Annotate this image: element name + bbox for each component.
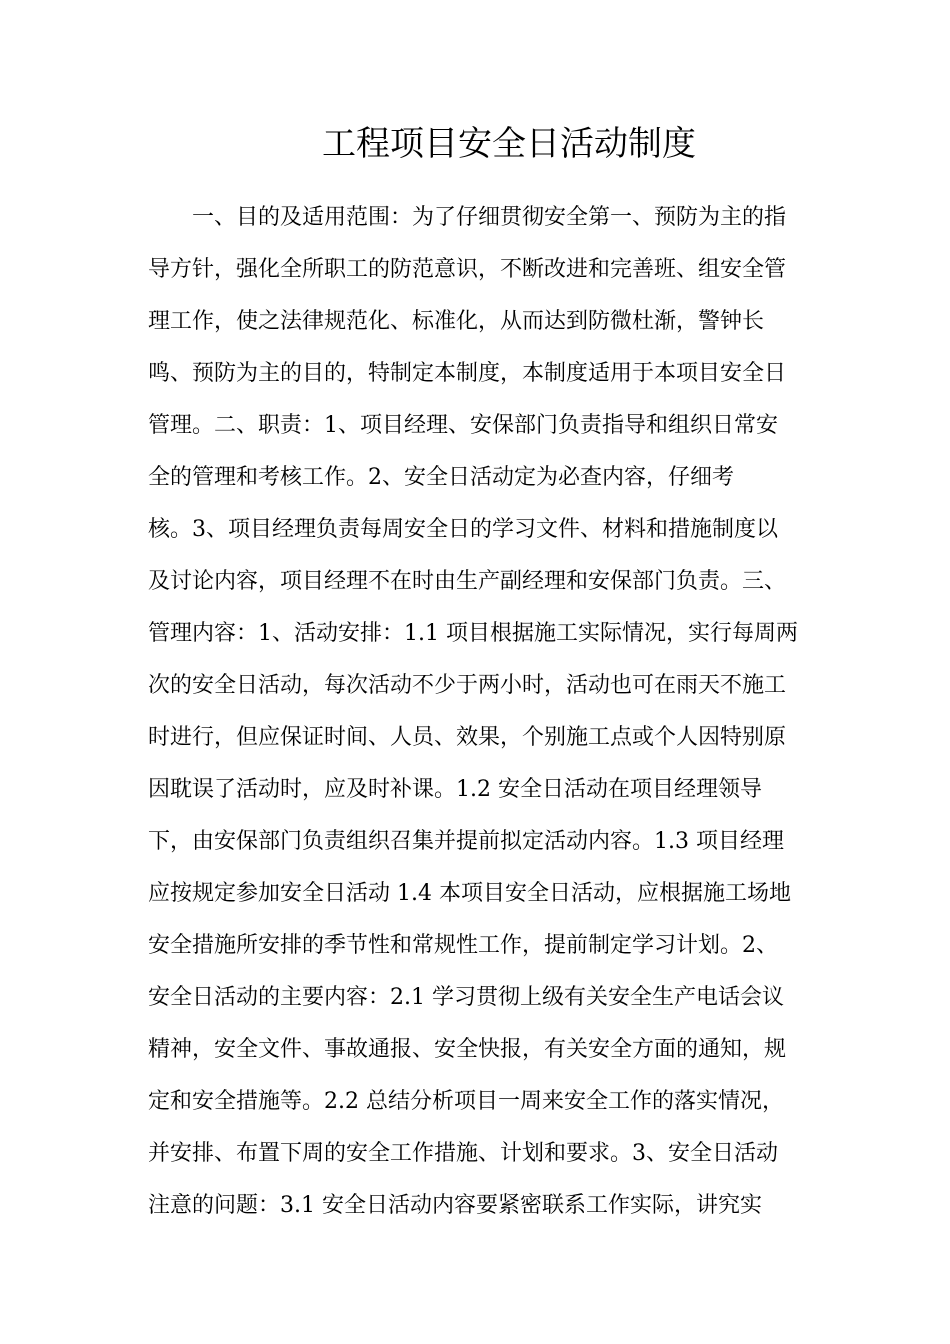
paragraph-line: 安全措施所安排的季节性和常规性工作，提前制定学习计划。2、 <box>148 933 778 958</box>
paragraph-line: 因耽误了活动时，应及时补课。1.2 安全日活动在项目经理领导 <box>148 777 762 802</box>
paragraph-line: 管理。二、职责：1、项目经理、安保部门负责指导和组织日常安 <box>148 413 778 438</box>
document-title: 工程项目安全日活动制度 <box>322 124 696 164</box>
paragraph-line: 时进行，但应保证时间、人员、效果，个别施工点或个人因特别原 <box>148 725 787 750</box>
paragraph-line: 应按规定参加安全日活动 1.4 本项目安全日活动，应根据施工场地 <box>148 881 791 906</box>
paragraph-line: 核。3、项目经理负责每周安全日的学习文件、材料和措施制度以 <box>148 517 778 542</box>
paragraph-line: 管理内容：1、活动安排：1.1 项目根据施工实际情况，实行每周两 <box>148 621 798 646</box>
document-body <box>148 192 808 1232</box>
paragraph-line: 次的安全日活动，每次活动不少于两小时，活动也可在雨天不施工 <box>148 673 787 698</box>
paragraph-line: 全的管理和考核工作。2、安全日活动定为必查内容，仔细考 <box>148 465 734 490</box>
paragraph-line: 导方针，强化全所职工的防范意识，不断改进和完善班、组安全管 <box>148 257 787 282</box>
paragraph-line: 安全日活动的主要内容：2.1 学习贯彻上级有关安全生产电话会议 <box>148 985 784 1010</box>
paragraph-line: 及讨论内容，项目经理不在时由生产副经理和安保部门负责。三、 <box>148 569 787 594</box>
paragraph-line: 一、目的及适用范围：为了仔细贯彻安全第一、预防为主的指 <box>192 205 787 230</box>
paragraph-line: 定和安全措施等。2.2 总结分析项目一周来安全工作的落实情况， <box>148 1089 784 1114</box>
paragraph-line: 下，由安保部门负责组织召集并提前拟定活动内容。1.3 项目经理 <box>148 829 784 854</box>
paragraph-line: 鸣、预防为主的目的，特制定本制度，本制度适用于本项目安全日 <box>148 361 787 386</box>
paragraph-line: 理工作，使之法律规范化、标准化，从而达到防微杜渐，警钟长 <box>148 309 765 334</box>
paragraph-line: 注意的问题：3.1 安全日活动内容要紧密联系工作实际，讲究实 <box>148 1193 762 1218</box>
paragraph-line: 并安排、布置下周的安全工作措施、计划和要求。3、安全日活动 <box>148 1141 778 1166</box>
paragraph-line: 精神，安全文件、事故通报、安全快报，有关安全方面的通知，规 <box>148 1037 787 1062</box>
